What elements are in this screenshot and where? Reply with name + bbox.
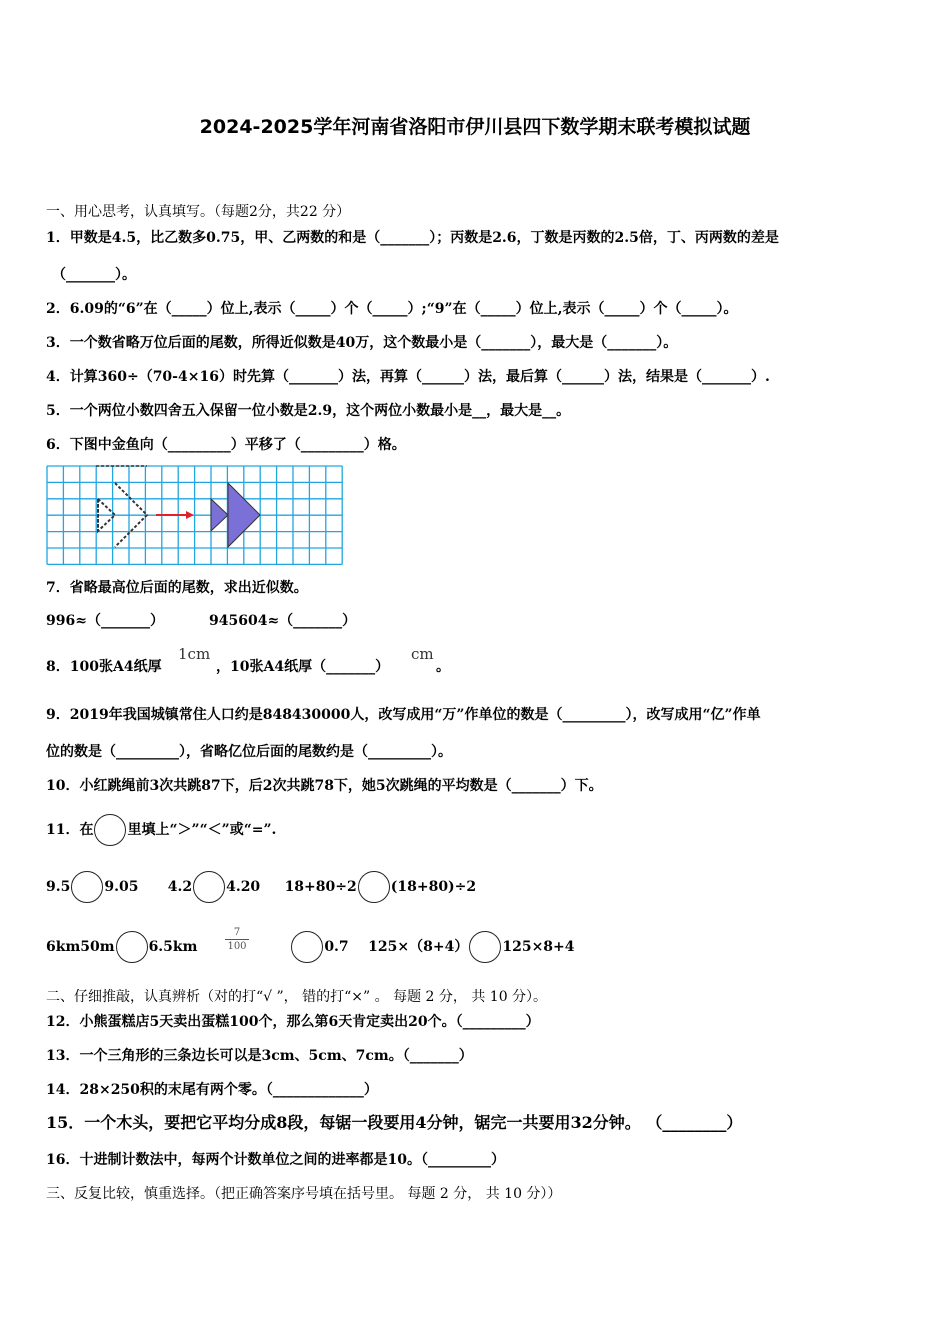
moved-fish bbox=[211, 483, 260, 547]
compare-row-2 bbox=[46, 930, 575, 964]
answer-circle[interactable] bbox=[291, 931, 323, 963]
compare-right: 0.7 bbox=[324, 939, 349, 955]
answer-circle[interactable] bbox=[116, 931, 148, 963]
compare-left: 4.2 bbox=[167, 879, 193, 895]
question-14: 14．28×250积的末尾有两个零。（_____________） bbox=[46, 1082, 378, 1098]
compare-right: 125×8+4 bbox=[502, 939, 575, 955]
question-7-item-a: 996≈（_______） bbox=[46, 613, 164, 629]
answer-circle[interactable] bbox=[358, 871, 390, 903]
compare-left: 9.5 bbox=[46, 879, 71, 895]
question-12: 12．小熊蛋糕店5天卖出蛋糕100个，那么第6天肯定卖出20个。（_________） bbox=[46, 1014, 540, 1030]
compare-right: 9.05 bbox=[104, 879, 139, 895]
fraction-denominator: 100 bbox=[227, 941, 247, 952]
question-7-item-b: 945604≈（_______） bbox=[209, 613, 357, 629]
question-16: 16．十进制计数法中，每两个计数单位之间的进率都是10。（_________） bbox=[46, 1152, 505, 1168]
question-1-line-2: （_______）。 bbox=[52, 267, 136, 283]
question-9-line-2: 位的数是（_________），省略亿位后面的尾数约是（_________）。 bbox=[46, 744, 452, 760]
question-9-line-1: 9．2019年我国城镇常住人口约是848430000人，改写成用“万”作单位的数是（_________），改写成用“亿”作单 bbox=[46, 707, 761, 723]
compare-row-1 bbox=[46, 870, 476, 904]
original-fish-dashed bbox=[96, 466, 147, 547]
grid-lines bbox=[47, 466, 342, 564]
question-11 bbox=[46, 813, 276, 847]
question-4: 4．计算360÷（70-4×16）时先算（_______）法，再算（______）法，最后算（______）法，结果是（_______）. bbox=[46, 369, 770, 385]
question-5: 5．一个两位小数四舍五入保留一位小数是2.9，这个两位小数最小是__，最大是__。 bbox=[46, 403, 571, 419]
question-2: 2．6.09的“6”在（_____）位上,表示（_____）个（_____）;“9”在（_____）位上,表示（_____）个（_____）。 bbox=[46, 301, 738, 317]
question-11-suffix: 里填上“＞”“＜”或“=”. bbox=[127, 822, 277, 838]
compare-right: (18+80)÷2 bbox=[390, 879, 477, 895]
fish-grid-figure bbox=[46, 464, 344, 567]
fraction-numerator: 7 bbox=[233, 927, 241, 938]
question-15: 15．一个木头，要把它平均分成8段，每锯一段要用4分钟，锯完一共要用32分钟。 （________） bbox=[46, 1113, 743, 1132]
question-13: 13．一个三角形的三条边长可以是3cm、5cm、7cm。（_______） bbox=[46, 1048, 473, 1064]
question-8-unit-2: cm bbox=[411, 645, 434, 663]
question-8-part-1: 8．100张A4纸厚 bbox=[46, 659, 162, 675]
compare-circle bbox=[94, 814, 126, 846]
question-10: 10．小红跳绳前3次共跳87下，后2次共跳78下，她5次跳绳的平均数是（_______）下。 bbox=[46, 778, 603, 794]
section-2-heading: 二、仔细推敲，认真辨析（对的打“√ ”， 错的打“×” 。 每题 2 分， 共 10 分）。 bbox=[46, 989, 548, 1005]
question-3: 3．一个数省略万位后面的尾数，所得近似数是40万，这个数最小是（_______），最大是（_______）。 bbox=[46, 335, 678, 351]
answer-circle[interactable] bbox=[469, 931, 501, 963]
compare-left: 125×（8+4） bbox=[368, 939, 469, 955]
question-6: 6．下图中金鱼向（_________）平移了（_________）格。 bbox=[46, 437, 406, 453]
answer-circle[interactable] bbox=[71, 871, 103, 903]
compare-left: 18+80÷2 bbox=[284, 879, 357, 895]
question-1-line-1: 1．甲数是4.5，比乙数多0.75，甲、乙两数的和是（_______）；丙数是2.6，丁数是丙数的2.5倍，丁、丙两数的差是 bbox=[46, 230, 779, 246]
section-3-heading: 三、反复比较，慎重选择。（把正确答案序号填在括号里。 每题 2 分， 共 10 分）） bbox=[46, 1186, 562, 1202]
question-8-unit-1: 1cm bbox=[178, 645, 211, 663]
answer-circle[interactable] bbox=[193, 871, 225, 903]
compare-right: 4.20 bbox=[226, 879, 261, 895]
page-title: 2024-2025学年河南省洛阳市伊川县四下数学期末联考模拟试题 bbox=[199, 116, 751, 138]
compare-right: 6.5km bbox=[148, 939, 198, 955]
fraction-7-over-100 bbox=[225, 927, 249, 952]
compare-left: 6km50m bbox=[46, 939, 115, 955]
question-7: 7．省略最高位后面的尾数，求出近似数。 bbox=[46, 580, 308, 596]
question-8-part-3: 。 bbox=[436, 659, 450, 675]
question-8-part-2: ，10张A4纸厚（_______） bbox=[216, 659, 390, 675]
question-11-prefix: 11．在 bbox=[46, 822, 94, 838]
section-1-heading: 一、用心思考，认真填写。（每题2分，共22 分） bbox=[46, 204, 351, 220]
